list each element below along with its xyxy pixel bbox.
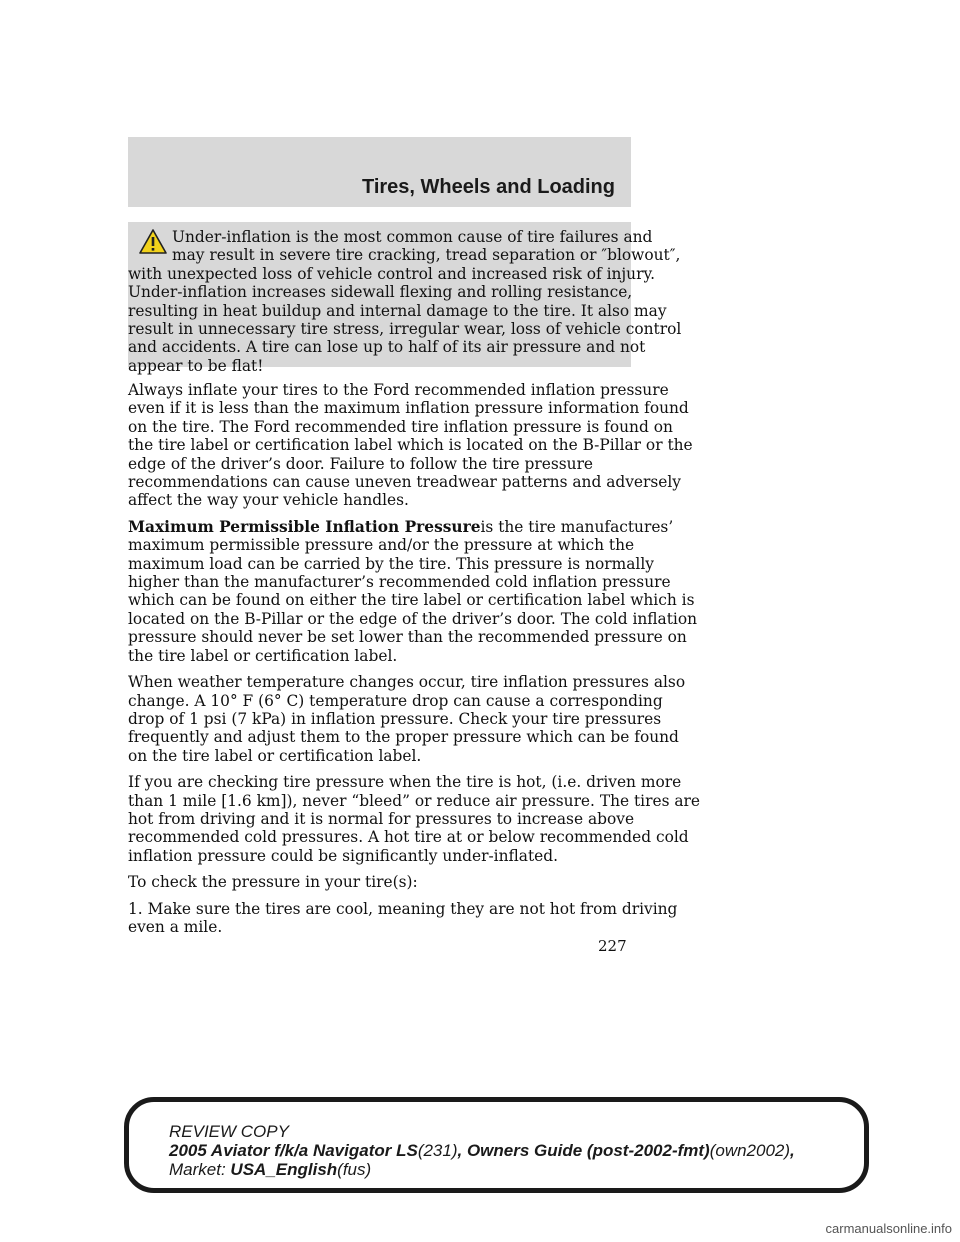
text-line: the tire label or certification label which is located on the B-Pillar or the <box>128 436 693 455</box>
text-line: drop of 1 psi (7 kPa) in inflation pressure. Check your tire pressures <box>128 709 662 728</box>
paragraph-check-intro <box>128 873 631 891</box>
text-line: To check the pressure in your tire(s): <box>128 873 418 892</box>
warning-line: resulting in heat buildup and internal damage to the tire. It also may <box>128 301 667 320</box>
footer-review-copy: REVIEW COPY <box>169 1122 289 1141</box>
warning-line: Under-inflation is the most common cause of tire failures and <box>172 228 653 246</box>
paragraph-step-1 <box>128 899 678 937</box>
text-line: even a mile. <box>128 917 223 936</box>
site-watermark: carmanualsonline.info <box>825 1221 952 1236</box>
warning-line: with unexpected loss of vehicle control and increased risk of injury. <box>128 264 655 283</box>
text-line: If you are checking tire pressure when the tire is hot, (i.e. driven more <box>128 773 682 792</box>
text-line: 1. Make sure the tires are cool, meaning they are not hot from driving <box>128 899 678 918</box>
section-header-band <box>128 137 631 207</box>
footer-market-line <box>169 1160 795 1179</box>
footer-vehicle-code: (231) <box>417 1141 458 1160</box>
text-line: maximum permissible pressure and/or the pressure at which the <box>128 536 635 555</box>
warning-line: and accidents. A tire can lose up to half of its air pressure and not <box>128 338 646 357</box>
text-line: maximum load can be carried by the tire. This pressure is normally <box>128 554 654 573</box>
section-title: Tires, Wheels and Loading <box>361 176 615 198</box>
review-copy-footer <box>124 1097 869 1193</box>
warning-box <box>128 222 682 375</box>
text-line: recommended cold pressures. A hot tire at or below recommended cold <box>128 828 689 847</box>
text-line: hot from driving and it is normal for pressures to increase above <box>128 809 635 828</box>
text-line: frequently and adjust them to the proper pressure which can be found <box>128 728 679 747</box>
footer-vehicle-line <box>169 1141 795 1160</box>
warning-line: may result in severe tire cracking, tread separation or ″blowout″, <box>172 246 681 265</box>
body-text <box>128 381 701 944</box>
paragraph-max-pressure <box>128 517 698 665</box>
footer-market-code: (fus) <box>337 1160 372 1179</box>
text-line: than 1 mile [1.6 km]), never “bleed” or reduce air pressure. The tires are <box>128 791 701 810</box>
text-line: even if it is less than the maximum inflation pressure information found <box>128 399 689 418</box>
footer-market: USA_English <box>230 1160 338 1179</box>
footer-text <box>169 1122 795 1179</box>
text-line: pressure should never be set lower than the recommended pressure on <box>128 628 687 647</box>
text-line: inflation pressure could be significantly under-inflated. <box>128 846 558 865</box>
text-line: located on the B-Pillar or the edge of the driver’s door. The cold inflation <box>128 609 698 628</box>
paragraph-temperature <box>128 673 686 765</box>
footer-vehicle: 2005 Aviator f/k/a Navigator LS <box>169 1141 418 1160</box>
text-line: the tire label or certification label. <box>128 646 398 665</box>
text-line: affect the way your vehicle handles. <box>128 491 409 510</box>
warning-line: result in unnecessary tire stress, irregular wear, loss of vehicle control <box>128 320 682 339</box>
warning-line: Under-inflation increases sidewall flexing and rolling resistance, <box>128 283 633 302</box>
paragraph-inflation <box>128 381 693 510</box>
footer-guide: , Owners Guide (post-2002-fmt) <box>457 1141 710 1160</box>
text-line: edge of the driver’s door. Failure to follow the tire pressure <box>128 454 594 473</box>
max-pressure-term: Maximum Permissible Inflation Pressure <box>128 517 481 536</box>
paragraph-hot-tire <box>128 773 701 865</box>
text-line <box>128 517 674 536</box>
text-line: higher than the manufacturer’s recommended cold inflation pressure <box>128 573 671 592</box>
text-line: When weather temperature changes occur, tire inflation pressures also <box>128 673 686 692</box>
warning-line: appear to be flat! <box>128 356 264 375</box>
text-line: on the tire label or certification label. <box>128 746 422 765</box>
text-line: which can be found on either the tire label or certification label which is <box>128 591 695 610</box>
text-line: change. A 10° F (6° C) temperature drop can cause a corresponding <box>128 691 663 710</box>
page-number: 227 <box>598 937 627 955</box>
warning-text <box>128 228 682 375</box>
footer-guide-code: (own2002) <box>709 1141 791 1160</box>
text-line: recommendations can cause uneven treadwear patterns and adversely <box>128 473 682 492</box>
max-pressure-definition-start: is the tire manufactures’ <box>480 517 674 536</box>
footer-market-label: Market: <box>169 1160 226 1179</box>
text-line: Always inflate your tires to the Ford recommended inflation pressure <box>128 381 669 399</box>
text-line: on the tire. The Ford recommended tire inflation pressure is found on <box>128 417 673 436</box>
footer-comma: , <box>790 1141 795 1160</box>
